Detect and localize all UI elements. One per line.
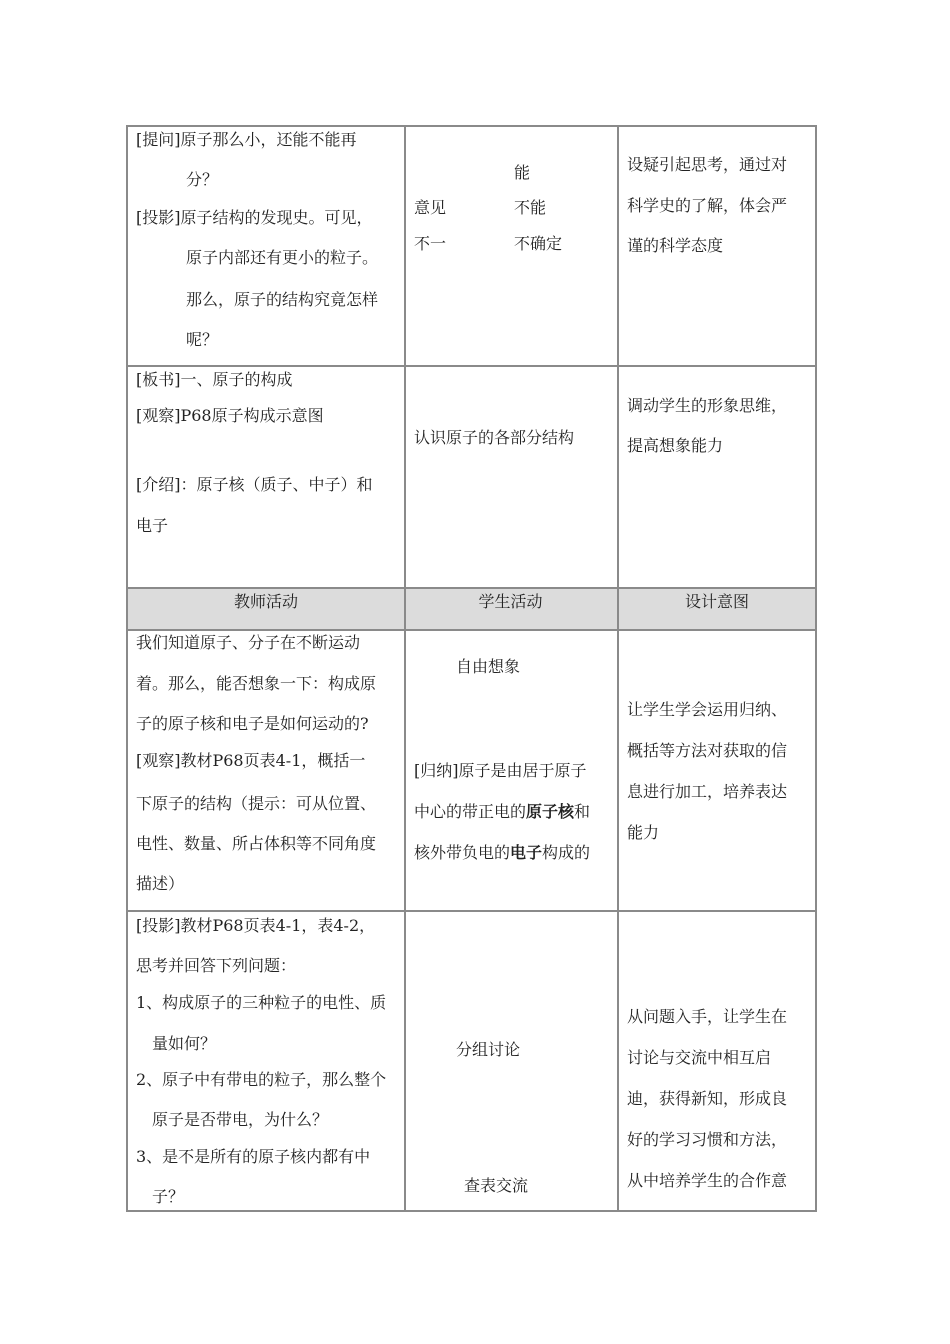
text-line: 让学生学会运用归纳、 [627, 700, 788, 719]
text-line [414, 802, 590, 822]
keyword-nucleus: 原子核 [526, 802, 575, 821]
text-segment: 核外带负电的 [414, 843, 511, 862]
row-divider [128, 629, 815, 631]
text-line: 从问题入手，让学生在 [627, 1007, 788, 1026]
header-student-activity: 学生活动 [478, 592, 543, 611]
text-line: 量如何？ [152, 1034, 217, 1053]
option-unsure: 不确定 [514, 234, 563, 253]
text-line: 子的原子核和电子是如何运动的? [136, 714, 369, 733]
text-line: 呢？ [186, 330, 219, 349]
text-line: 提高想象能力 [627, 436, 724, 455]
text-line: [投影]教材P68页表4-1，表4-2， [136, 916, 376, 935]
row-divider [128, 910, 815, 912]
text-line: 迪，获得新知，形成良 [627, 1089, 788, 1108]
row-divider [128, 365, 815, 367]
text-line: 能力 [627, 823, 660, 842]
text-line: 调动学生的形象思维， [627, 396, 788, 415]
text-segment: 中心的带正电的 [414, 802, 527, 821]
text-line: 我们知道原子、分子在不断运动 [136, 633, 361, 652]
text-line [414, 843, 590, 863]
text-line: 分组讨论 [456, 1040, 521, 1059]
row-divider [128, 587, 815, 589]
text-line: 着。那么，能否想象一下：构成原 [136, 674, 377, 693]
text-line: 设疑引起思考，通过对 [627, 155, 788, 174]
text-line: 谨的科学态度 [627, 236, 724, 255]
text-line: 认识原子的各部分结构 [414, 428, 575, 447]
text-line: 好的学习习惯和方法， [627, 1130, 788, 1149]
text-line: 概括等方法对获取的信 [627, 741, 788, 760]
text-line: 息进行加工，培养表达 [627, 782, 788, 801]
opinion-label: 意见 [414, 198, 447, 217]
text-line: 原子内部还有更小的粒子。 [186, 248, 379, 267]
text-line: 从中培养学生的合作意 [627, 1171, 788, 1190]
text-line: 下原子的结构（提示：可从位置、 [136, 794, 377, 813]
text-line: 那么，原子的结构究竟怎样 [186, 290, 379, 309]
text-line: 自由想象 [456, 657, 521, 676]
text-segment: 和 [574, 802, 591, 821]
header-teacher-activity: 教师活动 [233, 592, 298, 611]
column-divider [617, 127, 619, 1210]
column-divider [404, 127, 406, 1210]
header-design-intent: 设计意图 [684, 592, 749, 611]
text-line: 描述） [136, 874, 185, 893]
text-line: 3、是不是所有的原子核内都有中 [136, 1147, 371, 1166]
text-line: [板书]一、原子的构成 [136, 370, 293, 389]
keyword-electron: 电子 [510, 843, 543, 862]
divergent-label: 不一 [414, 234, 447, 253]
text-line: [提问]原子那么小，还能不能再 [136, 130, 357, 149]
text-line: [投影]原子结构的发现史。可见， [136, 208, 373, 227]
text-line: 电性、数量、所占体积等不同角度 [136, 834, 377, 853]
option-cannot: 不能 [514, 198, 547, 217]
text-line: 电子 [136, 516, 169, 535]
text-line: 思考并回答下列问题： [136, 956, 297, 975]
text-line: 1、构成原子的三种粒子的电性、质 [136, 993, 387, 1012]
text-line: [归纳]原子是由居于原子 [414, 761, 587, 780]
text-segment: 构成的 [542, 843, 591, 862]
text-line: 原子是否带电，为什么？ [152, 1110, 329, 1129]
text-line: 子？ [152, 1187, 185, 1206]
text-line: [观察]P68原子构成示意图 [136, 406, 324, 425]
text-line: [介绍]：原子核（质子、中子）和 [136, 475, 373, 494]
text-line: [观察]教材P68页表4-1，概括一 [136, 751, 366, 770]
text-line: 分？ [186, 170, 219, 189]
text-line: 科学史的了解，体会严 [627, 196, 788, 215]
text-line: 查表交流 [464, 1176, 529, 1195]
option-can: 能 [514, 163, 531, 182]
text-line: 讨论与交流中相互启 [627, 1048, 772, 1067]
text-line: 2、原子中有带电的粒子，那么整个 [136, 1070, 387, 1089]
